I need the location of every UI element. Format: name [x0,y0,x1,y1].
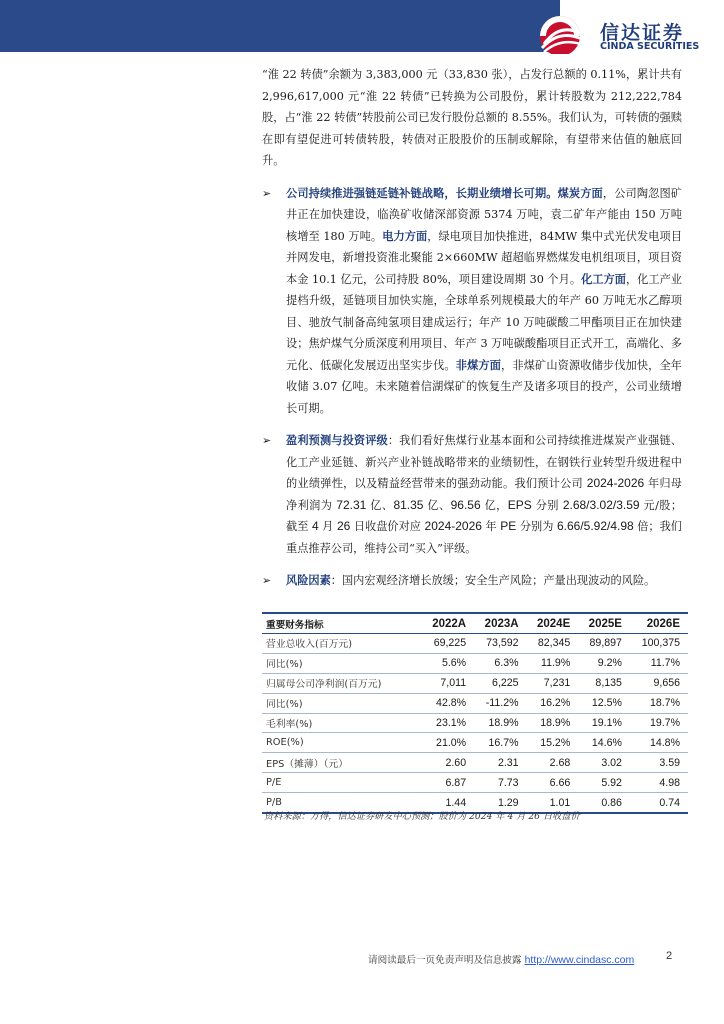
footer-website-link[interactable]: http://www.cindasc.com [524,954,635,966]
table-cell: 18.7% [630,693,688,713]
forecast-text-2: 年归母净利润为 [286,477,682,512]
table-cell: 18.9% [527,713,579,733]
power-head: 电力方面 [382,228,428,243]
table-cell: 16.7% [474,733,526,753]
bullet-risk-text [286,570,682,592]
noncoal-head: 非煤方面 [455,357,502,372]
header-blue-band [0,0,560,52]
table-cell: 12.5% [578,693,630,713]
power-text: ，绿电项目加快推进，84MW 集中式光伏发电项目并网发电，新增投资淮北聚能 2×660MW 超超临界燃煤发电机组项目，项目资本金 10.1 亿元，公司持股 80%，项目建设周期 30 个月。 [286,229,683,286]
forecast-num-4: 96.56 [450,497,481,512]
forecast-num-10: PE [500,519,517,533]
table-col-header: 2024E [527,613,579,634]
bullet-forecast [262,430,682,559]
table-cell: 7,231 [527,673,579,693]
table-row [262,753,688,773]
financial-indicators-table [262,612,688,814]
arrow-bullet-icon: ➢ [262,186,272,200]
forecast-num-5: EPS [507,497,532,512]
page-footer [368,952,634,966]
risk-text: ：国内宏观经济增长放缓；安全生产风险；产量出现波动的风险。 [330,574,656,587]
logo-name-cn: 信达证券 [600,22,685,44]
forecast-text-12: 倍；我们重点推荐公司，维持公司“买入”评级。 [286,520,682,555]
logo-name-en: CINDA SECURITIES [600,41,700,52]
row-label: EPS（摊薄）（元） [262,753,422,773]
table-cell: 7.73 [474,773,526,793]
table-cell: 23.1% [422,713,474,733]
row-label: 归属母公司净利润(百万元) [262,673,422,693]
table-cell: 3.02 [578,753,630,773]
table-cell: 7,011 [422,673,474,693]
table-cell: 4.98 [630,773,688,793]
table-cell: 2.68 [527,753,579,773]
table-cell: 19.7% [630,713,688,733]
forecast-num-3: 81.35 [393,497,424,512]
table-cell: 6.87 [422,773,474,793]
bullet-risk [262,570,682,592]
forecast-num-11: 6.66/5.92/4.98 [556,519,634,533]
table-cell: 6.3% [474,653,526,673]
table-row [262,673,688,693]
intro-paragraph: “淮 22 转债”余额为 3,383,000 元（33,830 张），占发行总额的 0.11%，累计共有 2,996,617,000 元“淮 22 转债”已转换为公司股份，累计转股数为 212,222,784 股，占“淮 22 转债”转股前公司已发行股份总额的 8.55%。我们认为，可转债的强赎在即有望促进可转债转股，转债对正股股价的压制或解除，有望带来估值的触底回升。 [262,68,682,167]
table-col-header: 2025E [578,613,630,634]
table-source-note: 资料来源：万得，信达证券研发中心预测；股价为 2024 年 4 月 26 日收盘价 [264,811,580,822]
forecast-num-1: 2024-2026 [586,476,645,490]
coal-text: ，公司陶忽图矿井正在加快建设，临涣矿收储深部资源 5374 万吨，袁二矿年产能由 150 万吨核增至 180 万吨。 [286,186,682,243]
row-label: 营业总收入(百万元) [262,634,422,654]
bullet-strategy-text [286,183,682,420]
forecast-text-8: 月 [318,520,337,533]
table-cell: 0.86 [578,793,630,813]
forecast-num-8: 26 [336,519,351,533]
coal-head: 煤炭方面 [557,185,603,200]
table-cell: 9,656 [630,673,688,693]
table-row [262,713,688,733]
forecast-text-9: 日收盘价对应 [350,520,425,533]
arrow-bullet-icon: ➢ [262,434,272,447]
bullet-forecast-text [286,430,682,559]
table-cell: 6,225 [474,673,526,693]
table-row [262,634,688,654]
bullet-strategy-head: 公司持续推进强链延链补链战略，长期业绩增长可期。 [286,185,558,200]
table-cell: 42.8% [422,693,474,713]
table-cell: 89,897 [578,634,630,654]
table-cell: 69,225 [422,634,474,654]
forecast-num-9: 2024-2026 [424,519,482,533]
table-row [262,733,688,753]
chemical-text: ，化工产业提档升级，延链项目加快实施，全球单系列规模最大的年产 60 万吨无水乙醇项目、驰放气制备高纯氢项目建成运行；年产 10 万吨碳酸二甲酯项目正在加快建设；焦炉煤气分质深度利用项目、年产 3 万吨碳酸酯项目正式开工，高端化、多元化、低碳化发展迈出坚实步伐。 [286,272,682,372]
table-cell: 82,345 [527,634,579,654]
forecast-text-10: 年 [481,520,501,533]
noncoal-text: ，非煤矿山资源收储步伐加快，全年收储 3.07 亿吨。未来随着信湖煤矿的恢复生产及诸多项目的投产，公司业绩增长可期。 [286,358,682,415]
footer-disclaimer: 请阅读最后一页免责声明及信息披露 [368,955,525,966]
forecast-num-6: 2.68/3.02/3.59 [562,497,640,512]
cinda-logo [530,14,720,54]
bullet-strategy [262,183,682,420]
table-cell: 1.29 [474,793,526,813]
row-label: 同比(%) [262,693,422,713]
forecast-num-2: 72.31 [336,497,367,512]
table-cell: 21.0% [422,733,474,753]
table-header-label: 重要财务指标 [262,613,422,634]
table-cell: 5.6% [422,653,474,673]
page-header [0,0,724,52]
table-cell: 100,375 [630,634,688,654]
forecast-text-5: 亿， [480,498,508,512]
table-col-header: 2023A [474,613,526,634]
table-cell: 2.31 [474,753,526,773]
table-cell: 11.7% [630,653,688,673]
table-row [262,773,688,793]
table-row [262,653,688,673]
forecast-text-1: ：我们看好焦煤行业基本面和公司持续推进煤炭产业强链、化工产业延链、新兴产业补链战略带来的业绩韧性，在钢铁行业转型升级进程中的业绩弹性，以及精益经营带来的强劲动能。我们预计公司 [286,434,682,490]
forecast-text-4: 亿、 [423,498,451,512]
table-cell: 14.6% [578,733,630,753]
page-number: 2 [666,950,673,962]
table-cell: 19.1% [578,713,630,733]
forecast-num-7: 4 [311,519,319,533]
table-row [262,693,688,713]
table-cell: 5.92 [578,773,630,793]
forecast-text-7: 元/股；截至 [286,498,683,533]
chemical-head: 化工方面 [581,271,626,286]
table-cell: 1.44 [422,793,474,813]
table-cell: 2.60 [422,753,474,773]
table-cell: 6.66 [527,773,579,793]
table-cell: 0.74 [630,793,688,813]
table-cell: 14.8% [630,733,688,753]
table-cell: 73,592 [474,634,526,654]
table-cell: 3.59 [630,753,688,773]
arrow-bullet-icon: ➢ [262,574,272,587]
row-label: ROE(%) [262,733,422,753]
risk-head: 风险因素 [286,573,331,587]
forecast-text-11: 分别为 [516,520,557,533]
forecast-text-3: 亿、 [366,498,394,512]
table-cell: 15.2% [527,733,579,753]
table-cell: 1.01 [527,793,579,813]
table-col-header: 2022A [422,613,474,634]
table-cell: 11.9% [527,653,579,673]
forecast-text-6: 分别 [531,498,563,512]
table-cell: 18.9% [474,713,526,733]
table-cell: 9.2% [578,653,630,673]
table-header-row [262,613,688,634]
table-cell: 16.2% [527,693,579,713]
forecast-head: 盈利预测与投资评级 [286,433,388,447]
report-body [262,64,682,592]
row-label: P/B [262,793,422,813]
cinda-logo-mark-icon [530,14,592,54]
table-col-header: 2026E [630,613,688,634]
table-cell: -11.2% [474,693,526,713]
row-label: 毛利率(%) [262,713,422,733]
table-cell: 8,135 [578,673,630,693]
row-label: P/E [262,773,422,793]
row-label: 同比(%) [262,653,422,673]
